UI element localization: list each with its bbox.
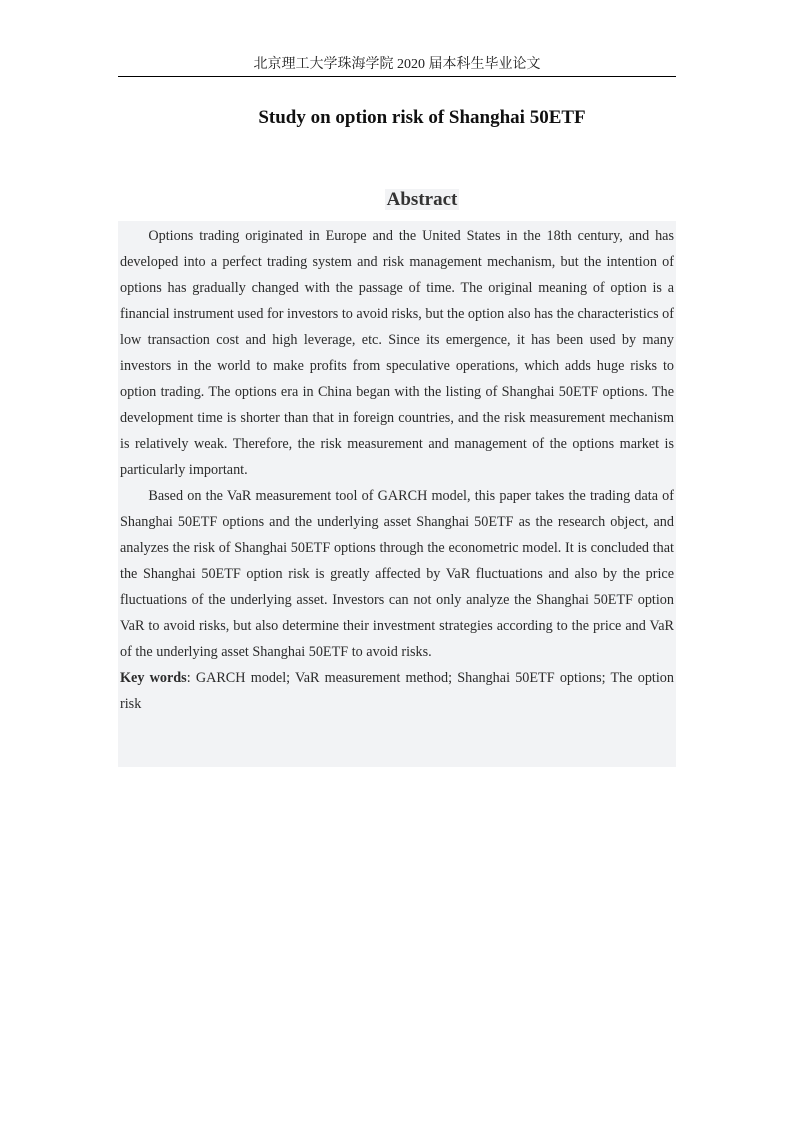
abstract-paragraph-1: Options trading originated in Europe and the United States in the 18th century, and has developed into a perfect trading system and risk management mechanism, but the intention of options has gradually changed with the passage of time. The original meaning of option is a financial instrument used for investors to avoid risks, but the option also has the characteristics of low transaction cost and high leverage, etc. Since its emergence, it has been used by many investors in the world to make profits from speculative operations, which adds huge risks to option trading. The options era in China began with the listing of Shanghai 50ETF options. The development time is shorter than that in foreign countries, and the risk measurement mechanism is relatively weak. Therefore, the risk measurement and management of the options market is particularly important. — [120, 228, 674, 478]
header-text: 北京理工大学珠海学院 2020 届本科生毕业论文 — [253, 57, 541, 72]
abstract-heading-text: Abstract — [386, 189, 458, 210]
keywords-label: Key words — [120, 670, 187, 686]
keywords-text: : GARCH model; VaR measurement method; Shanghai 50ETF options; The option risk — [120, 670, 674, 712]
abstract-body — [118, 221, 676, 767]
page-header — [118, 56, 676, 77]
document-title: Study on option risk of Shanghai 50ETF — [258, 107, 586, 128]
abstract-heading — [118, 186, 726, 214]
abstract-paragraph-2: Based on the VaR measurement tool of GARCH model, this paper takes the trading data of Shanghai 50ETF options and the underlying asset Shanghai 50ETF as the research object, and analyzes the risk of Shanghai 50ETF options through the econometric model. It is concluded that the Shanghai 50ETF option risk is greatly affected by VaR fluctuations and also by the price fluctuations of the underlying asset. Investors can not only analyze the Shanghai 50ETF option VaR to avoid risks, but also determine their investment strategies according to the price and VaR of the underlying asset Shanghai 50ETF to avoid risks. — [120, 488, 674, 660]
keywords-line — [120, 665, 674, 717]
